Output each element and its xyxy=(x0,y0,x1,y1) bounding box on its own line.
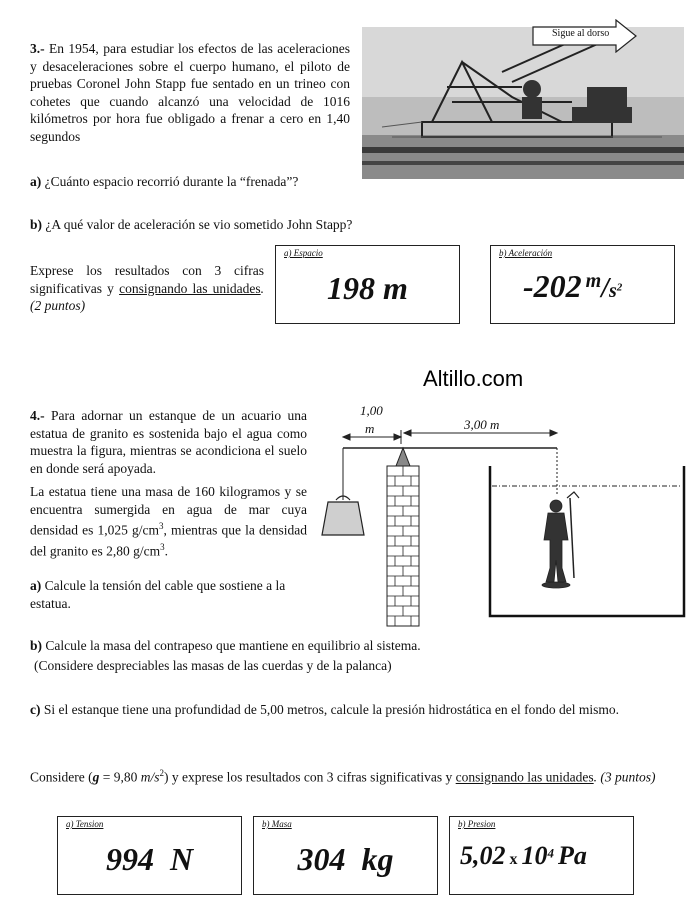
q4b-text: Calcule la masa del contrapeso que mantiene en equilibrio al sistema. xyxy=(45,638,421,653)
presion-exp: 4 xyxy=(547,845,554,861)
problem-4-question-b xyxy=(30,637,421,655)
problem-4-question-b-note: (Considere despreciables las masas de las cuerdas y de la palanca) xyxy=(34,658,392,673)
problem-4-text-1 xyxy=(30,407,307,477)
problem-4-body-2e: . xyxy=(164,543,168,559)
presion-mantissa: 5,02 xyxy=(460,841,506,870)
q3b-text: ¿A qué valor de aceleración se vio sometido John Stapp? xyxy=(45,217,353,232)
answer-box-espacio-label: a) Espacio xyxy=(284,248,323,258)
q3b-tag: b) xyxy=(30,217,43,232)
continue-arrow-label: Sigue al dorso xyxy=(552,28,610,39)
answer-box-aceleracion xyxy=(490,245,675,324)
aceleracion-unit-num: m xyxy=(585,269,602,292)
problem-4-number: 4.- xyxy=(30,408,45,423)
consider-1: Considere ( xyxy=(30,769,93,785)
q3-instr-1: Exprese los resultados con 3 cifras significativas y xyxy=(30,263,264,296)
consider-unit: m/s xyxy=(140,769,160,785)
problem-3-question-a xyxy=(30,173,298,191)
problem-4-consider xyxy=(30,765,671,786)
answer-box-aceleracion-value xyxy=(523,268,622,305)
answer-box-tension-value: 994 N xyxy=(105,841,194,877)
dim-right-value: 3,00 m xyxy=(464,417,500,432)
dim-left-value: 1,00 xyxy=(360,403,383,418)
answer-box-presion xyxy=(449,816,634,895)
q4a-tag: a) xyxy=(30,578,42,593)
aceleracion-unit-den: s xyxy=(609,280,617,302)
q3a-text: ¿Cuánto espacio recorrió durante la “frenada”? xyxy=(44,174,299,189)
problem-4-body-1: Para adornar un estanque de un acuario una estatua de granito es sostenida bajo el agua como muestra la figura, mientras se acondiciona el suelo en donde será apoyada. xyxy=(30,408,307,476)
answer-box-tension xyxy=(57,816,242,895)
q3a-tag: a) xyxy=(30,174,42,189)
presion-base: 10 xyxy=(521,841,548,870)
consider-g: g xyxy=(92,769,100,785)
problem-4-body-2: La estatua tiene una masa de 160 kilogramos y se encuentra sumergida en agua de mar cuya densidad es 1,025 g/cm xyxy=(30,484,307,538)
problem-3-instructions xyxy=(30,262,264,315)
answer-box-espacio-value: 198 m xyxy=(327,270,408,306)
problem-4-text-2 xyxy=(30,483,307,560)
consider-4: . (3 puntos) xyxy=(593,769,656,785)
p4-exp-2: 3 xyxy=(160,542,165,552)
dim-left-unit: m xyxy=(365,421,375,436)
answer-box-masa xyxy=(253,816,438,895)
consider-underlined: consignando las unidades xyxy=(455,769,594,785)
problem-4-body-2c: , mientras que la densidad del granito es 2,80 g/cm xyxy=(30,522,307,559)
consider-exp: 2 xyxy=(159,768,164,778)
watermark: Altillo.com xyxy=(423,366,524,391)
presion-times: x xyxy=(509,851,518,868)
q4b-tag: b) xyxy=(30,638,43,653)
aceleracion-number: -202 xyxy=(523,268,582,304)
q3-instr-3: . (2 puntos) xyxy=(30,280,265,313)
consider-2: = 9,80 xyxy=(99,769,141,785)
problem-3-question-b xyxy=(30,216,352,234)
answer-box-masa-value: 304 kg xyxy=(297,841,394,877)
problem-4-question-a xyxy=(30,577,308,613)
lever-diagram xyxy=(312,400,700,630)
problem-3-text xyxy=(30,40,350,145)
q4c-text: Si el estanque tiene una profundidad de 5,00 metros, calcule la presión hidrostática en el fondo del mismo. xyxy=(43,702,619,717)
problem-4-question-c xyxy=(30,701,630,719)
answer-box-aceleracion-label: b) Aceleración xyxy=(499,248,553,258)
aceleracion-unit-exp: 2 xyxy=(616,281,623,294)
continue-arrow xyxy=(532,19,638,53)
answer-box-presion-value xyxy=(460,841,587,871)
answer-box-tension-label: a) Tension xyxy=(66,819,104,829)
q4a-text: Calcule la tensión del cable que sostiene a la estatua. xyxy=(30,578,286,611)
aceleracion-unit-slash: / xyxy=(601,273,609,304)
problem-3-body: En 1954, para estudiar los efectos de las aceleraciones y desaceleraciones sobre el cuerpo humano, el piloto de pruebas Coronel John Stapp fue sentado en un trineo con cohetes que cuando alcanzó una velocidad de 1016 kilómetros por hora fue obligado a frenar a cero en 1,40 segundos xyxy=(30,41,351,144)
answer-box-presion-label: b) Presion xyxy=(458,819,496,829)
consider-3: ) y exprese los resultados con 3 cifras significativas y xyxy=(164,769,456,785)
q3-instr-2: consignando las unidades xyxy=(119,280,261,296)
presion-unit: Pa xyxy=(558,841,587,870)
answer-box-espacio xyxy=(275,245,460,324)
answer-box-masa-label: b) Masa xyxy=(262,819,292,829)
problem-3-number: 3.- xyxy=(30,41,45,56)
q4c-tag: c) xyxy=(30,702,41,717)
p4-exp-1: 3 xyxy=(158,521,164,531)
